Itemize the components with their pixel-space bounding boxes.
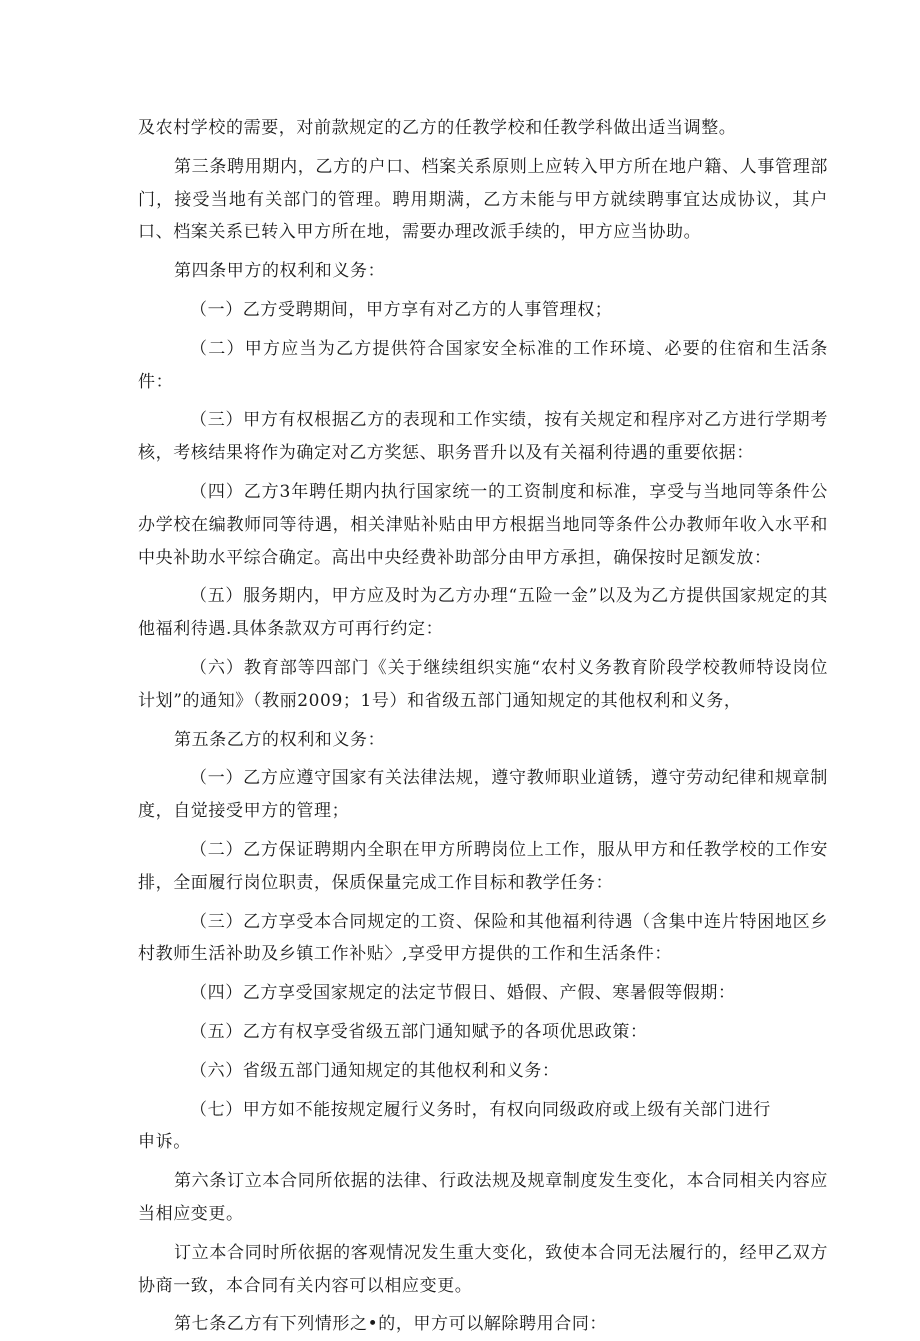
article-4-item-2: （二）甲方应当为乙方提供符合国家安全标准的工作环境、必要的住宿和生活条件： bbox=[138, 338, 828, 392]
article-4-item-3: （三）甲方有权根据乙方的表现和工作实绩，按有关规定和程序对乙方进行学期考核，考核结果将作为确定对乙方奖惩、职务晋升以及有关福利待遇的重要依据： bbox=[138, 410, 828, 464]
article-5-item-3: （三）乙方享受本合同规定的工资、保险和其他福利待遇（含集中连片特困地区乡村教师生活补助及乡镇工作补贴〉,享受甲方提供的工作和生活条件： bbox=[138, 911, 828, 965]
article-6-paragraph-2: 订立本合同时所依据的客观情况发生重大变化，致使本合同无法履行的，经甲乙双方协商一致，本合同有关内容可以相应变更。 bbox=[138, 1242, 828, 1296]
document-body bbox=[138, 112, 828, 1341]
article-7-heading: 第七条乙方有下列情形之•的，甲方可以解除聘用合同： bbox=[174, 1314, 608, 1335]
article-5-item-7: （七）甲方如不能按规定履行义务时，有权向同级政府或上级有关部门进行 bbox=[190, 1099, 771, 1120]
article-3: 第三条聘用期内，乙方的户口、档案关系原则上应转入甲方所在地户籍、人事管理部门，接受当地有关部门的管理。聘用期满，乙方未能与甲方就续聘事宜达成协议，其户口、档案关系已转入甲方所在地，需要办理改派手续的，甲方应当协助。 bbox=[138, 156, 828, 243]
article-4-item-4: （四）乙方3年聘任期内执行国家统一的工资制度和标准，享受与当地同等条件公办学校在编教师同等待遇，相关津贴补贴由甲方根据当地同等条件公办教师年收入水平和中央补助水平综合确定。高出中央经费补助部分由甲方承担，确保按时足额发放： bbox=[138, 481, 828, 568]
article-5-item-1: （一）乙方应遵守国家有关法律法规，遵守教师职业道锈，遵守劳动纪律和规章制度，自觉接受甲方的管理； bbox=[138, 768, 828, 822]
article-5-heading: 第五条乙方的权利和义务： bbox=[174, 729, 386, 750]
article-5-item-5: （五）乙方有权享受省级五部门通知赋予的各项优思政策： bbox=[190, 1021, 648, 1042]
article-5-item-7-continuation: 申诉。 bbox=[138, 1132, 191, 1153]
article-4-heading: 第四条甲方的权利和义务： bbox=[174, 261, 386, 282]
article-4-item-6: （六）教育部等四部门《关于继续组织实施“农村义务教育阶段学校教师特设岗位计划”的通知》（教丽2009；1号）和省级五部门通知规定的其他权利和义务， bbox=[138, 657, 828, 711]
article-5-item-4: （四）乙方享受国家规定的法定节假日、婚假、产假、寒暑假等假期： bbox=[190, 983, 736, 1004]
article-5-item-6: （六）省级五部门通知规定的其他权利和义务： bbox=[190, 1060, 560, 1081]
paragraph: 及农村学校的需要，对前款规定的乙方的任教学校和任教学科做出适当调整。 bbox=[138, 118, 737, 138]
article-4-item-1: （一）乙方受聘期间，甲方享有对乙方的人事管理权； bbox=[190, 299, 613, 320]
article-5-item-2: （二）乙方保证聘期内全职在甲方所聘岗位上工作，服从甲方和任教学校的工作安排，全面履行岗位职责，保质保量完成工作目标和教学任务： bbox=[138, 839, 828, 893]
article-4-item-5: （五）服务期内，甲方应及时为乙方办理“五险一金”以及为乙方提供国家规定的其他福利待遇.具体条款双方可再行约定： bbox=[138, 586, 828, 640]
article-6: 第六条订立本合同所依据的法律、行政法规及规章制度发生变化，本合同相关内容应当相应变更。 bbox=[138, 1171, 828, 1224]
